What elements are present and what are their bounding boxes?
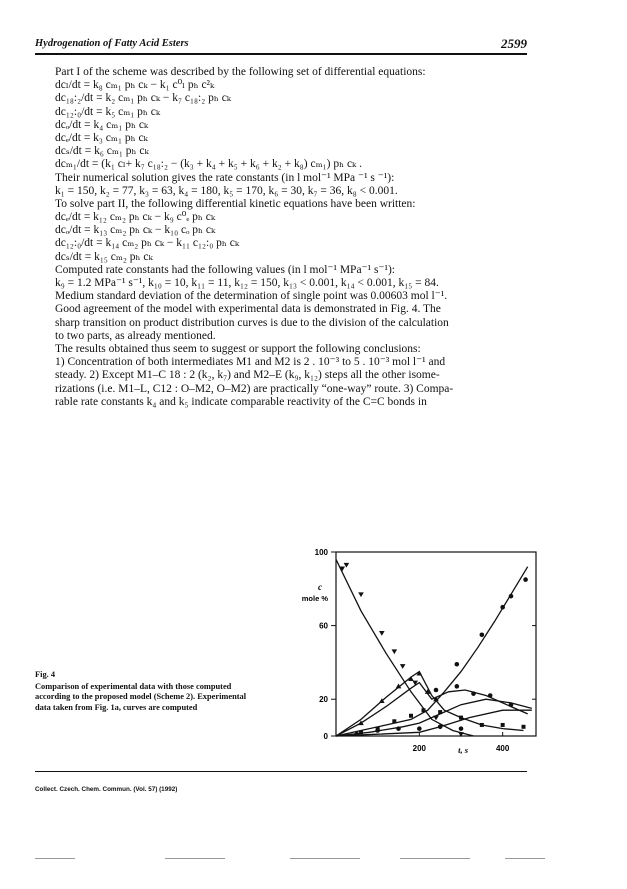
body-text [55,66,527,409]
text-line: Medium standard deviation of the determination of single point was 0.00603 mol l⁻¹. [55,290,448,303]
y-axis-label: c [318,582,322,592]
data-point [409,714,413,718]
data-point [471,691,476,696]
equation: dcₗ/dt = k₈ cₘ₁ pₕ cₖ − k₁ c⁰ₗ pₕ c²ₖ [55,79,215,92]
data-point [438,725,443,730]
running-title: Hydrogenation of Fatty Acid Esters [35,38,189,49]
y-tick-label: 60 [319,621,328,631]
data-point [392,649,398,654]
rate-constants: k₁ = 150, k₂ = 77, k₃ = 63, k₄ = 180, k₅ = 170, k₆ = 30, k₇ = 36, k₈ < 0.001. [55,184,398,197]
figure-caption [35,670,250,714]
equation: dcₑ/dt = k₃ cₘ₁ pₕ cₖ [55,131,148,144]
text-line: sharp transition on product distribution curves is due to the division of the calculation [55,316,449,329]
rate-constants: k₉ = 1.2 MPa⁻¹ s⁻¹, k₁₀ = 10, k₁₁ = 11, k₁₂ = 150, k₁₃ < 0.001, k₁₄ < 0.001, k₁₅ = 84. [55,277,439,289]
scan-artifact [290,858,360,859]
text-line: to two parts, as already mentioned. [55,329,216,342]
data-point [400,664,406,669]
data-point [355,732,360,737]
data-point [358,592,364,597]
y-tick-label: 0 [323,732,328,741]
figure-caption-text: Comparison of experimental data with those computed according to the proposed model (Scheme 2). Experimental data taken from Fig. 1a, curves are computed [35,681,247,713]
data-point [480,633,485,638]
equation: dcₑ/dt = k₁₂ cₘ₂ pₕ cₖ − k₉ c⁰ₑ pₕ cₖ [55,211,216,224]
page-number: 2599 [501,36,527,51]
data-point [509,594,514,599]
y-tick-label: 100 [314,548,328,557]
x-tick-label: 200 [412,744,427,753]
figure-4-chart [296,540,541,775]
plot-frame [336,552,536,736]
data-point [459,716,463,720]
equation: dc₁₈:₂/dt = k₂ cₘ₁ pₕ cₖ − k₇ c₁₈:₂ pₕ cₖ [55,92,231,105]
scan-artifact [35,858,75,859]
data-point [500,605,505,610]
series-curve [336,672,524,736]
series-curve [336,699,532,736]
data-point [488,693,493,698]
data-point [509,702,514,707]
equation: dcₘ₁/dt = (k₁ cₗ+ k₇ c₁₈:₂ − (k₃ + k₄ + k₅ + k₆ + k₂ + k₈) cₘ₁) pₕ cₖ . [55,158,362,171]
footer-rule [35,771,527,772]
data-point [379,631,385,636]
equation: dcₛ/dt = k₁₅ cₘ₂ pₕ cₖ [55,250,153,263]
data-point [422,708,426,712]
data-point [523,577,528,582]
equation: dcₒ/dt = k₄ cₘ₁ pₕ cₖ [55,118,149,131]
data-point [438,710,442,714]
text-line: rable rate constants k₄ and k₅ indicate comparable reactivity of the C=C bonds in [55,395,427,408]
y-axis-unit: mole % [301,594,328,603]
text-line: steady. 2) Except M1–C 18 : 2 (k₂, k₇) and M2–E (k₉, k₁₂) steps all the other isome- [55,369,440,382]
data-point [375,728,380,733]
text-line: rizations (i.e. M1–L, C12 : O–M2, O–M2) are practically “one-way” route. 3) Compa- [55,382,454,395]
series-curve [336,559,474,736]
journal-footer: Collect. Czech. Chem. Commun. (Vol. 57) (1992) [35,786,178,793]
data-point [501,723,505,727]
data-point [392,719,396,723]
header-rule [35,53,527,55]
equation: dcₒ/dt = k₁₃ cₘ₂ pₕ cₖ − k₁₀ cₒ pₕ cₖ [55,224,216,237]
data-point [522,725,526,729]
text-line: 1) Concentration of both intermediates M1 and M2 is 2 . 10⁻³ to 5 . 10⁻³ mol l⁻¹ and [55,356,446,369]
equation: dcₛ/dt = k₆ cₘ₁ pₕ cₖ [55,145,149,158]
data-point [396,726,401,731]
figure-label: Fig. 4 [35,670,56,679]
equation: dc₁₂:₀/dt = k₁₄ cₘ₂ pₕ cₖ − k₁₁ c₁₂:₀ pₕ cₖ [55,237,240,250]
data-point [455,662,460,667]
data-point [417,726,422,731]
data-point [455,684,460,689]
text-line: Good agreement of the model with experimental data is demonstrated in Fig. 4. The [55,303,441,316]
data-point [459,726,464,731]
x-axis-label: t, s [458,745,469,755]
equation: dc₁₂:₀/dt = k₅ cₘ₁ pₕ cₖ [55,105,161,118]
x-tick-label: 400 [495,744,510,753]
data-point [434,688,439,693]
text-line: Their numerical solution gives the rate constants (in l mol⁻¹ MPa ⁻¹ s ⁻¹): [55,171,395,184]
text-line: The results obtained thus seem to suggest or support the following conclusions: [55,342,421,355]
data-point [359,730,363,734]
scan-artifact [400,858,470,859]
text-line: Part I of the scheme was described by the following set of differential equations: [55,66,426,78]
text-line: To solve part II, the following differential kinetic equations have been written: [55,197,416,210]
text-line: Computed rate constants had the following values (in l mol⁻¹ MPa⁻¹ s⁻¹): [55,263,395,276]
data-point [433,716,439,721]
scan-artifact [505,858,545,859]
y-tick-label: 20 [319,695,328,705]
scan-artifact [165,858,225,859]
data-point [480,723,484,727]
